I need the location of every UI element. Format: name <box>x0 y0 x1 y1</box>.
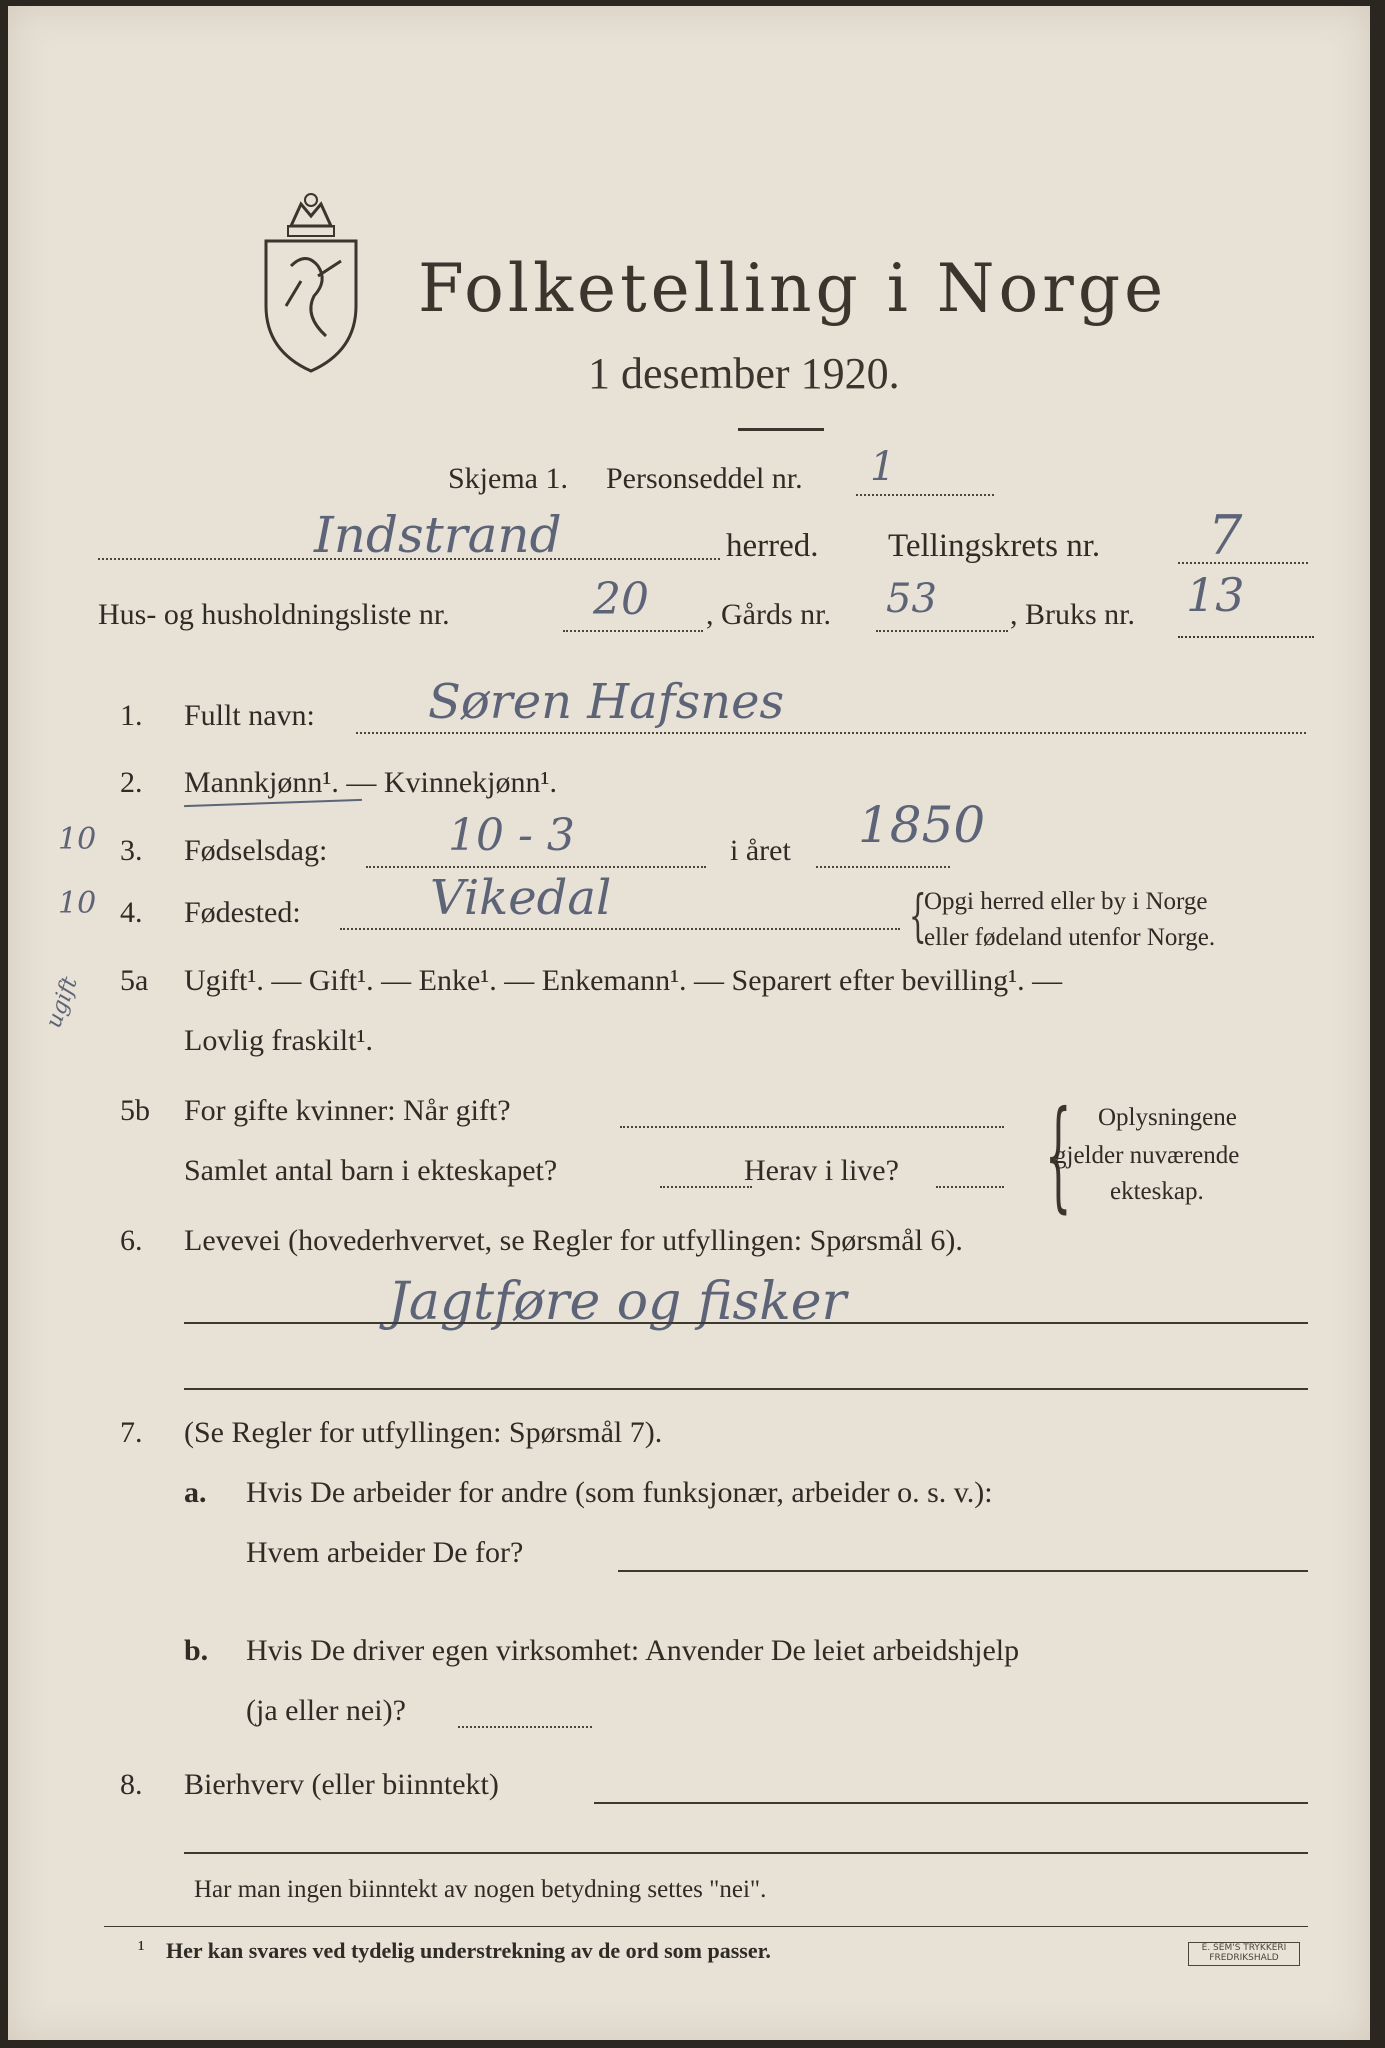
q7-label: (Se Regler for utfyllingen: Spørsmål 7). <box>184 1416 663 1449</box>
gards-label: , Gårds nr. <box>706 598 831 631</box>
q3-birthdate-value[interactable]: 10 - 3 <box>448 810 575 861</box>
q3-number: 3. <box>120 834 143 867</box>
husholdningsliste-label: Hus- og husholdningsliste nr. <box>98 598 450 631</box>
q6-line-2 <box>184 1388 1308 1390</box>
q5b-children-label: Samlet antal barn i ekteskapet? <box>184 1154 558 1187</box>
q1-full-name-value[interactable]: Søren Hafsnes <box>428 674 785 730</box>
q8-label: Bierhverv (eller biinntekt) <box>184 1768 499 1801</box>
q2-number: 2. <box>120 766 143 799</box>
footnote-divider <box>104 1926 1308 1927</box>
q5b-alive-label: Herav i live? <box>744 1154 899 1187</box>
q4-note-line2: eller fødeland utenfor Norge. <box>924 924 1216 951</box>
q5a-number: 5a <box>120 964 149 997</box>
q5b-children-line <box>660 1186 752 1188</box>
mannkjonn-underline <box>184 799 362 807</box>
census-date: 1 desember 1920. <box>588 349 900 398</box>
q5b-note-line3: ekteskap. <box>1110 1178 1204 1205</box>
q3-year-label: i året <box>730 834 791 867</box>
gards-value[interactable]: 53 <box>886 576 937 622</box>
bruks-label: , Bruks nr. <box>1010 598 1136 631</box>
personseddel-value[interactable]: 1 <box>870 444 896 490</box>
q5b-note-line1: Oplysningene <box>1098 1104 1237 1131</box>
footnote-text: Her kan svares ved tydelig understrekning av de ord som passer. <box>166 1938 771 1963</box>
q4-label: Fødested: <box>184 896 301 929</box>
personseddel-label: Personseddel nr. <box>606 462 803 495</box>
q5a-margin-note: ugift <box>41 973 83 1032</box>
q7b-label: Hvis De driver egen virksomhet: Anvender De leiet arbeidshjelp <box>246 1634 1020 1667</box>
q6-label: Levevei (hovederhvervet, se Regler for utfyllingen: Spørsmål 6). <box>184 1224 963 1257</box>
q7b-line <box>458 1726 592 1728</box>
printer-stamp: E. SEM'S TRYKKERI FREDRIKSHALD <box>1188 1942 1300 1966</box>
herred-value[interactable]: Indstrand <box>314 506 562 564</box>
q7a-employer-label: Hvem arbeider De for? <box>246 1536 524 1569</box>
q8-line-1 <box>594 1802 1308 1804</box>
q5b-label: For gifte kvinner: Når gift? <box>184 1094 511 1127</box>
husholdningsliste-line <box>563 630 703 632</box>
q6-number: 6. <box>120 1224 143 1257</box>
bruks-value[interactable]: 13 <box>1186 568 1245 622</box>
q3-margin-note: 10 <box>58 822 97 857</box>
q7-number: 7. <box>120 1416 143 1449</box>
q4-note-line1: Opgi herred eller by i Norge <box>924 888 1208 915</box>
bruks-line <box>1178 636 1314 638</box>
q4-birthplace-value[interactable]: Vikedal <box>430 870 612 926</box>
q3-line <box>366 866 706 868</box>
q8-line-2 <box>184 1852 1308 1854</box>
q3-label: Fødselsdag: <box>184 834 328 867</box>
q1-number: 1. <box>120 699 143 732</box>
q3-year-line <box>816 866 950 868</box>
q5b-when-line <box>620 1126 1004 1128</box>
q8-number: 8. <box>120 1768 143 1801</box>
herred-label: herred. <box>726 528 819 564</box>
q1-line <box>356 732 1306 734</box>
q6-occupation-value[interactable]: Jagtføre og fisker <box>388 1272 847 1332</box>
q7b-letter: b. <box>184 1634 209 1667</box>
census-form-sheet <box>8 6 1370 2040</box>
no-side-income-note: Har man ingen biinntekt av nogen betydning settes "nei". <box>194 1876 767 1903</box>
q5b-alive-line <box>936 1186 1004 1188</box>
q7a-label: Hvis De arbeider for andre (som funksjonær, arbeider o. s. v.): <box>246 1476 993 1509</box>
husholdningsliste-value[interactable]: 20 <box>593 574 649 625</box>
q5a-status-options-2: Lovlig fraskilt¹. <box>184 1024 373 1057</box>
personseddel-line <box>856 494 994 496</box>
q3-birthyear-value[interactable]: 1850 <box>858 796 986 854</box>
tellingskrets-label: Tellingskrets nr. <box>888 528 1101 564</box>
q4-number: 4. <box>120 896 143 929</box>
q7a-employer-line <box>618 1570 1308 1572</box>
q4-brace: { <box>908 884 927 949</box>
norway-coat-of-arms-icon <box>256 186 366 376</box>
q6-line-1 <box>184 1322 1308 1324</box>
q5b-brace: { <box>1044 1086 1072 1225</box>
q4-line <box>340 928 900 930</box>
q2-gender-options: Mannkjønn¹. — Kvinnekjønn¹. <box>184 766 557 799</box>
tellingskrets-line <box>1178 562 1308 564</box>
q5b-number: 5b <box>120 1094 150 1127</box>
tellingskrets-value[interactable]: 7 <box>1208 504 1243 567</box>
footnote-mark: ¹ <box>138 1936 145 1961</box>
q7a-letter: a. <box>184 1476 207 1509</box>
gards-line <box>876 630 1008 632</box>
q1-label: Fullt navn: <box>184 699 315 732</box>
skjema-label: Skjema 1. <box>448 462 568 495</box>
form-title: Folketelling i Norge <box>418 250 1168 327</box>
q5b-note-line2: gjelder nuværende <box>1054 1142 1240 1169</box>
title-divider <box>738 428 824 431</box>
q5a-status-options: Ugift¹. — Gift¹. — Enke¹. — Enkemann¹. — Separert efter bevilling¹. — <box>184 964 1063 997</box>
q7b-yes-no-label: (ja eller nei)? <box>246 1694 406 1727</box>
q4-margin-note: 10 <box>58 886 97 921</box>
